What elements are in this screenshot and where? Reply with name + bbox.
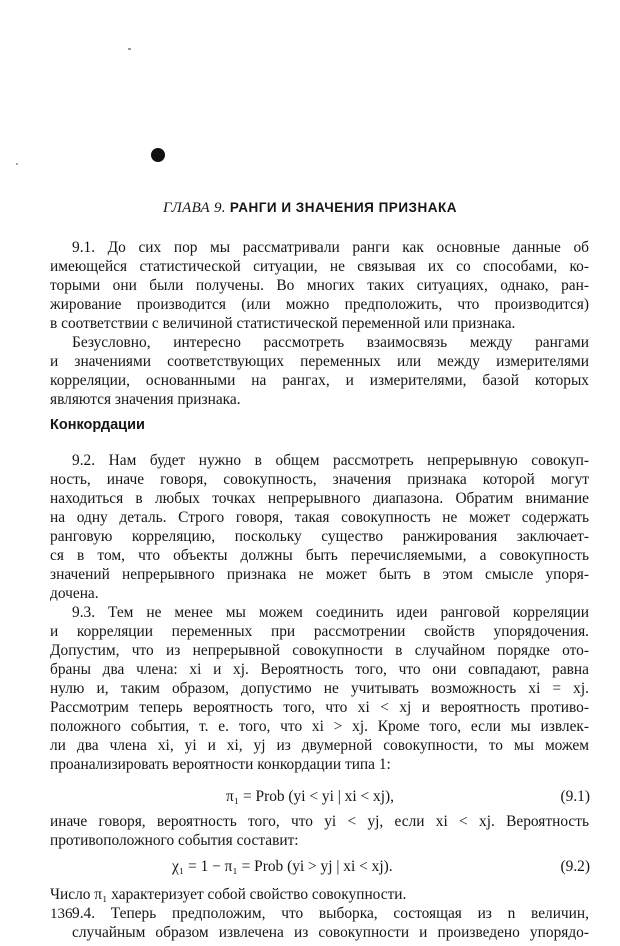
chapter-title: РАНГИ И ЗНАЧЕНИЯ ПРИЗНАКА [229,200,457,215]
page-number: 136 [50,906,73,922]
text-line: ся в том, что объекты должны быть перечисляемыми, а совокупность [50,547,589,564]
text-line: иначе говоря, вероятность того, что yi < yj, если xi < xj. Вероятность [50,813,589,830]
text-line: нулю и, таким образом, допустимо не учитывать возможность xi = xj. [50,680,589,697]
text-line: положного события, т. е. того, что xi > xj. Кроме того, если мы извлек- [50,718,589,735]
text-line: на одну деталь. Строго говоря, такая совокупность не может содержать [50,509,589,526]
bullet-dot-icon [151,148,165,162]
formula-expression: π₁ = Prob (yi < yi | xi < xj), [226,788,394,805]
scan-speck [128,48,131,50]
text-line: жирование производится (или можно предположить, что производится) [50,296,589,313]
text-line: 9.2. Нам будет нужно в общем рассмотреть непрерывную совокуп- [72,452,589,469]
text-line: Безусловно, интересно рассмотреть взаимосвязь между рангами [72,334,589,351]
text-line: дочена. [50,585,99,602]
text-line: браны два члена: xi и xj. Вероятность того, что они совпадают, равна [50,661,589,678]
chapter-prefix: ГЛАВА 9. [163,200,226,216]
text-line: ность, иначе говоря, совокупность, значения признака которой могут [50,471,589,488]
text-line: в соответствии с величиной статистической переменной или признака. [50,315,516,332]
scan-speck [16,163,18,165]
text-line: противоположного события составит: [50,832,299,849]
text-line: Допустим, что из непрерывной совокупности в случайном порядке ото- [50,642,589,659]
section-title: Конкордации [50,417,145,433]
text-line: ли два члена xi, yi и xi, yj из двумерной совокупности, то мы можем [50,737,589,754]
text-line: Число π₁ характеризует собой свойство совокупности. [50,886,407,903]
formula-expression: χ₁ = 1 − π₁ = Prob (yi > yj | xi < xj). [172,858,393,875]
formula-number: (9.1) [560,788,590,805]
chapter-heading [0,200,620,217]
text-line: 9.1. До сих пор мы рассматривали ранги как основные данные об [72,239,589,256]
formula-number: (9.2) [560,858,590,875]
text-line: торыми они были получены. Во многих таких ситуациях, однако, ран- [50,277,589,294]
text-line: имеющейся статистической ситуации, не связывая их со способами, ко- [50,258,589,275]
text-line: 9.4. Теперь предположим, что выборка, состоящая из n величин, [72,905,589,922]
text-line: находиться в любых точках непрерывного диапазона. Обратим внимание [50,490,589,507]
text-line: корреляции, основанными на рангах, и измерителями, базой которых [50,372,589,389]
text-line: и значениями соответствующих переменных или между измерителями [50,353,589,370]
text-line: Рассмотрим теперь вероятность того, что xi < xj и вероятность противо- [50,699,589,716]
text-line: случайным образом извлечена из совокупности и произведено упорядо- [72,924,589,941]
text-line: 9.3. Тем не менее мы можем соединить идеи ранговой корреляции [72,604,589,621]
text-line: проанализировать вероятности конкордации типа 1: [50,756,391,773]
text-line: и корреляции переменных при рассмотрении свойств упорядочения. [50,623,589,640]
text-line: значений непрерывного признака не может быть в этом смысле упоря- [50,566,589,583]
text-line: ранговую корреляцию, поскольку существо ранжирования заключает- [50,528,589,545]
text-line: являются значения признака. [50,391,241,408]
